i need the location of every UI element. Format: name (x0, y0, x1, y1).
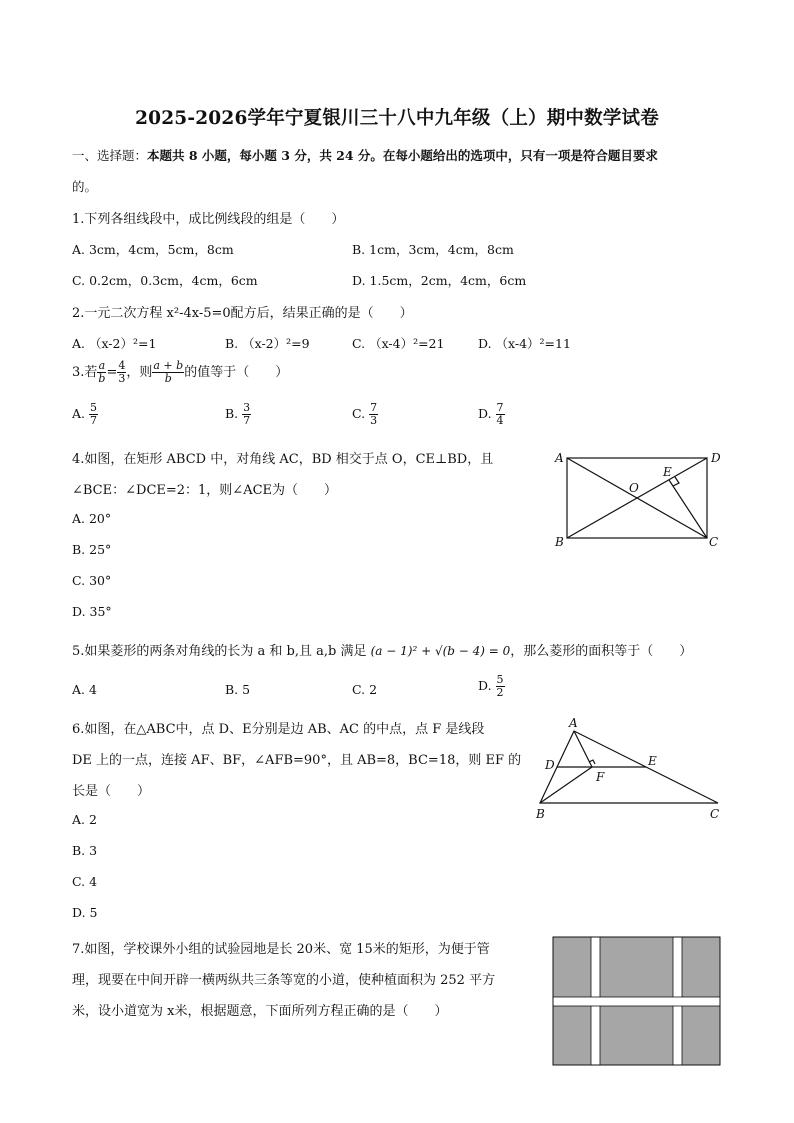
q4-rectangle-figure (545, 440, 730, 555)
q3-option-c (352, 402, 378, 427)
q7-garden-figure (552, 936, 722, 1068)
q4-option-c: C. 30° (72, 573, 112, 588)
section-header-cont: 的。 (72, 179, 98, 194)
q4-option-b: B. 25° (72, 542, 112, 557)
q5-formula: (a − 1)² + √(b − 4) = 0 (370, 644, 511, 658)
q1-option-c: C. 0.2cm，0.3cm，4cm，6cm (72, 273, 258, 288)
q3-equals: = (106, 365, 118, 380)
label-d: D (711, 451, 721, 465)
q3-b-label: B. (225, 406, 239, 421)
q5-option-b: B. 5 (225, 682, 251, 697)
q3-frac3-den: b (164, 372, 172, 385)
q2-option-b: B. （x-2）²=9 (225, 336, 310, 351)
label-e: E (648, 754, 657, 768)
label-d: D (545, 758, 555, 772)
q3-d-frac (496, 402, 505, 427)
q5-option-d (478, 674, 505, 699)
q3-b-num: 3 (243, 401, 251, 414)
q3-c-num: 7 (370, 401, 378, 414)
q3-post: 的值等于（ ） (184, 365, 289, 380)
q3-b-frac (242, 402, 251, 427)
q5-d-label: D. (478, 678, 492, 693)
right-angle-mark-e (673, 477, 679, 486)
q6-stem-line3: 长是（ ） (72, 784, 151, 799)
q1-stem: 1.下列各组线段中，成比例线段的组是（ ） (72, 212, 345, 227)
q3-frac2-num: 4 (118, 359, 126, 372)
q7-stem-line2: 理，现要在中间开辟一横两纵共三条等宽的小道，使种植面积为 252 平方 (72, 973, 496, 988)
q5-pre: 5.如果菱形的两条对角线的长为 a 和 b,且 a,b 满足 (72, 644, 367, 659)
q3-d-den: 4 (496, 414, 504, 427)
section-label: 一、选择题： (72, 148, 148, 163)
q5-option-c: C. 2 (352, 682, 378, 697)
q6-stem-line1: 6.如图，在△ABC中，点 D、E分别是边 AB、AC 的中点，点 F 是线段 (72, 722, 485, 737)
q3-frac3-num: a + b (153, 359, 184, 372)
label-f: F (596, 770, 605, 784)
q3-a-frac (89, 402, 98, 427)
q3-frac1-den: b (98, 372, 106, 385)
label-b: B (536, 807, 545, 821)
q6-option-d: D. 5 (72, 905, 98, 920)
q1-option-b: B. 1cm，3cm，4cm，8cm (352, 242, 514, 257)
q3-a-label: A. (72, 406, 86, 421)
q5-stem (72, 640, 692, 659)
q3-a-den: 7 (90, 414, 97, 427)
q3-c-den: 3 (370, 414, 378, 427)
path-horizontal (553, 997, 720, 1006)
q3-option-a (72, 402, 98, 427)
label-a: A (555, 451, 564, 465)
q3-b-den: 7 (243, 414, 251, 427)
segment-ce (669, 480, 707, 538)
label-b: B (555, 535, 564, 549)
label-o: O (629, 481, 639, 495)
q3-frac-4-3 (117, 360, 126, 385)
q6-triangle-figure (530, 712, 730, 827)
q3-mid: ，则 (126, 365, 153, 380)
q6-option-a: A. 2 (72, 812, 97, 827)
q2-option-d: D. （x-4）²=11 (478, 336, 571, 351)
q4-stem-line1: 4.如图，在矩形 ABCD 中，对角线 AC，BD 相交于点 O，CE⊥BD，且 (72, 452, 494, 467)
q2-option-a: A. （x-2）²=1 (72, 336, 157, 351)
label-e: E (663, 465, 672, 479)
q5-post: ，那么菱形的面积等于（ ） (510, 644, 693, 659)
q6-option-b: B. 3 (72, 843, 98, 858)
section-header (72, 146, 658, 164)
q3-stem (72, 360, 288, 385)
q6-stem-line2: DE 上的一点，连接 AF、BF，∠AFB=90°，且 AB=8，BC=18，则 EF 的 (72, 753, 522, 768)
q2-option-c: C. （x-4）²=21 (352, 336, 445, 351)
q5-d-num: 5 (496, 673, 504, 686)
q3-frac1-num: a (98, 359, 106, 372)
q4-option-a: A. 20° (72, 511, 112, 526)
segment-bf (540, 767, 592, 803)
q1-option-d: D. 1.5cm，2cm，4cm，6cm (352, 273, 527, 288)
q2-stem: 2.一元二次方程 x²-4x-5=0配方后，结果正确的是（ ） (72, 306, 413, 321)
label-c: C (709, 535, 719, 549)
q6-option-c: C. 4 (72, 874, 98, 889)
q7-stem-line1: 7.如图，学校课外小组的试验园地是长 20米、宽 15米的矩形，为便于管 (72, 942, 490, 957)
q3-option-b (225, 402, 251, 427)
label-a: A (569, 716, 578, 730)
q3-d-label: D. (478, 406, 492, 421)
q3-a-num: 5 (90, 401, 97, 414)
q5-option-a: A. 4 (72, 682, 97, 697)
q5-d-frac (496, 674, 505, 699)
q3-c-label: C. (352, 406, 366, 421)
section-instructions: 本题共 8 小题，每小题 3 分，共 24 分。在每小题给出的选项中，只有一项是符合题目要求 (147, 148, 658, 163)
q1-option-a: A. 3cm，4cm，5cm，8cm (72, 242, 234, 257)
q3-c-frac (369, 402, 378, 427)
q4-option-d: D. 35° (72, 604, 112, 619)
q3-option-d (478, 402, 505, 427)
q7-stem-line3: 米，设小道宽为 x米，根据题意，下面所列方程正确的是（ ） (72, 1004, 448, 1019)
q3-frac-apb-b (152, 360, 184, 385)
label-c: C (710, 807, 720, 821)
q5-d-den: 2 (496, 686, 504, 699)
exam-title: 2025-2026学年宁夏银川三十八中九年级（上）期中数学试卷 (135, 108, 659, 129)
q3-pre: 3.若 (72, 365, 98, 380)
q3-d-num: 7 (496, 401, 504, 414)
q4-stem-line2: ∠BCE：∠DCE=2：1，则∠ACE为（ ） (72, 483, 338, 498)
q3-frac2-den: 3 (118, 372, 126, 385)
